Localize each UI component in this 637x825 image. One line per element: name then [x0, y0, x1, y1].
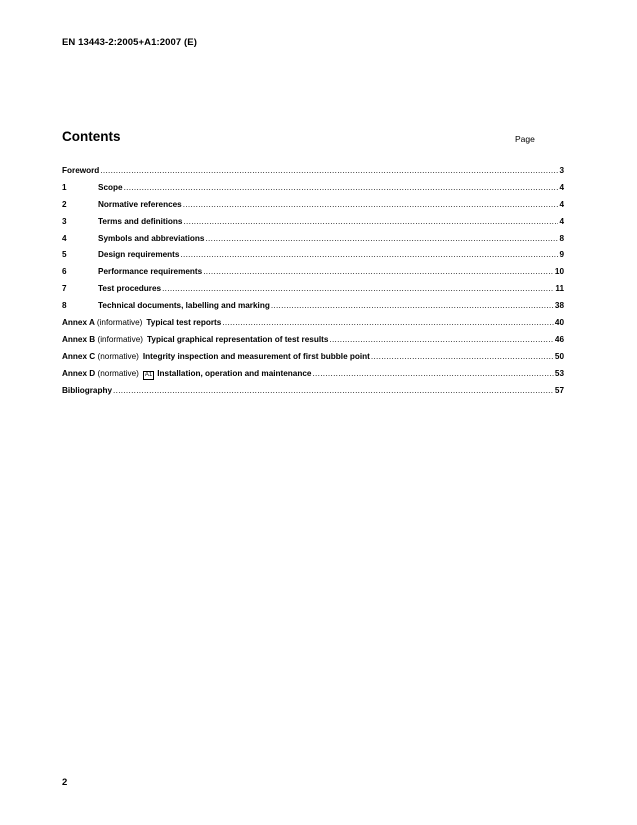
toc-entry-page: 46 [554, 334, 564, 344]
annex-kind: (informative) [97, 334, 143, 344]
toc-entry-symbols-and-abbreviations[interactable] [62, 234, 564, 251]
dot-leader [222, 318, 554, 327]
toc-entry-page: 4 [559, 199, 564, 209]
annex-kind: (informative) [96, 318, 143, 328]
toc-entry-title: Integrity inspection and measurement of first bubble point [142, 351, 370, 361]
dot-leader [124, 183, 559, 192]
toc-entry-title: Design requirements [98, 250, 180, 260]
page-column-label: Page [515, 134, 535, 144]
dot-leader [183, 200, 559, 209]
dot-leader [100, 166, 558, 175]
toc-entry-annex-b[interactable] [62, 335, 564, 352]
toc-entry-page: 4 [559, 216, 564, 226]
dot-leader [203, 267, 554, 276]
amendment-a1-marker-icon: A1 [144, 371, 153, 378]
toc-entry-number: 7 [62, 284, 67, 294]
annex-label: Annex C (normative) [62, 351, 139, 361]
document-id: EN 13443-2:2005+A1:2007 (E) [62, 37, 197, 48]
annex-label: Annex B (informative) [62, 334, 143, 344]
dot-leader [312, 369, 553, 378]
toc-entry-bibliography[interactable] [62, 386, 564, 403]
annex-kind: (normative) [97, 368, 139, 378]
toc-entry-scope[interactable] [62, 183, 564, 200]
dot-leader [180, 250, 558, 259]
toc-entry-title: Scope [98, 182, 123, 192]
toc-entry-terms-and-definitions[interactable] [62, 217, 564, 234]
toc-entry-title: Typical test reports [146, 318, 222, 328]
toc-entry-page: 4 [559, 182, 564, 192]
dot-leader [113, 386, 554, 395]
dot-leader [329, 335, 554, 344]
toc-entry-title: Symbols and abbreviations [98, 233, 205, 243]
toc-entry-page: 38 [554, 301, 564, 311]
toc-entry-page: 11 [555, 284, 564, 294]
contents-heading: Contents [62, 129, 121, 144]
toc-entry-page: 53 [554, 368, 564, 378]
toc-entry-title: Installation, operation and maintenance [157, 368, 312, 378]
toc-entry-number: 3 [62, 216, 67, 226]
annex-label: Annex D (normative) [62, 368, 139, 378]
toc-entry-page: 10 [554, 267, 564, 277]
toc-entry-normative-references[interactable] [62, 200, 564, 217]
toc-entry-number: 1 [62, 182, 67, 192]
toc-entry-page: 9 [559, 250, 564, 260]
toc-entry-annex-c[interactable] [62, 352, 564, 369]
page-number: 2 [62, 777, 68, 788]
toc-entry-number: 6 [62, 267, 67, 277]
dot-leader [371, 352, 554, 361]
dot-leader [205, 234, 558, 243]
toc-entry-annex-a[interactable] [62, 318, 564, 335]
toc-entry-test-procedures[interactable] [62, 284, 564, 301]
toc-entry-page: 3 [559, 166, 564, 175]
toc-entry-technical-documents[interactable] [62, 301, 564, 318]
dot-leader [271, 301, 554, 310]
toc-entry-title: Test procedures [98, 284, 162, 294]
toc-entry-title: Foreword [62, 166, 100, 175]
dot-leader [183, 217, 558, 226]
toc-entry-page: 8 [559, 233, 564, 243]
annex-kind: (normative) [97, 351, 139, 361]
table-of-contents [62, 166, 564, 402]
toc-entry-number: 2 [62, 199, 67, 209]
toc-entry-title: Normative references [98, 199, 182, 209]
toc-entry-title: Performance requirements [98, 267, 203, 277]
toc-entry-design-requirements[interactable] [62, 250, 564, 267]
toc-entry-foreword[interactable] [62, 166, 564, 183]
annex-label: Annex A (informative) [62, 318, 143, 328]
toc-entry-title: Bibliography [62, 385, 113, 395]
toc-entry-annex-d[interactable] [62, 369, 564, 386]
toc-entry-page: 57 [554, 385, 564, 395]
toc-entry-number: 8 [62, 301, 67, 311]
toc-entry-page: 40 [554, 318, 564, 328]
toc-entry-page: 50 [554, 351, 564, 361]
toc-entry-performance-requirements[interactable] [62, 267, 564, 284]
toc-entry-number: 4 [62, 233, 67, 243]
toc-entry-number: 5 [62, 250, 67, 260]
toc-entry-title: Typical graphical representation of test results [147, 334, 329, 344]
toc-entry-title: Technical documents, labelling and marking [98, 301, 270, 311]
dot-leader [162, 284, 554, 293]
toc-entry-title: Terms and definitions [98, 216, 183, 226]
